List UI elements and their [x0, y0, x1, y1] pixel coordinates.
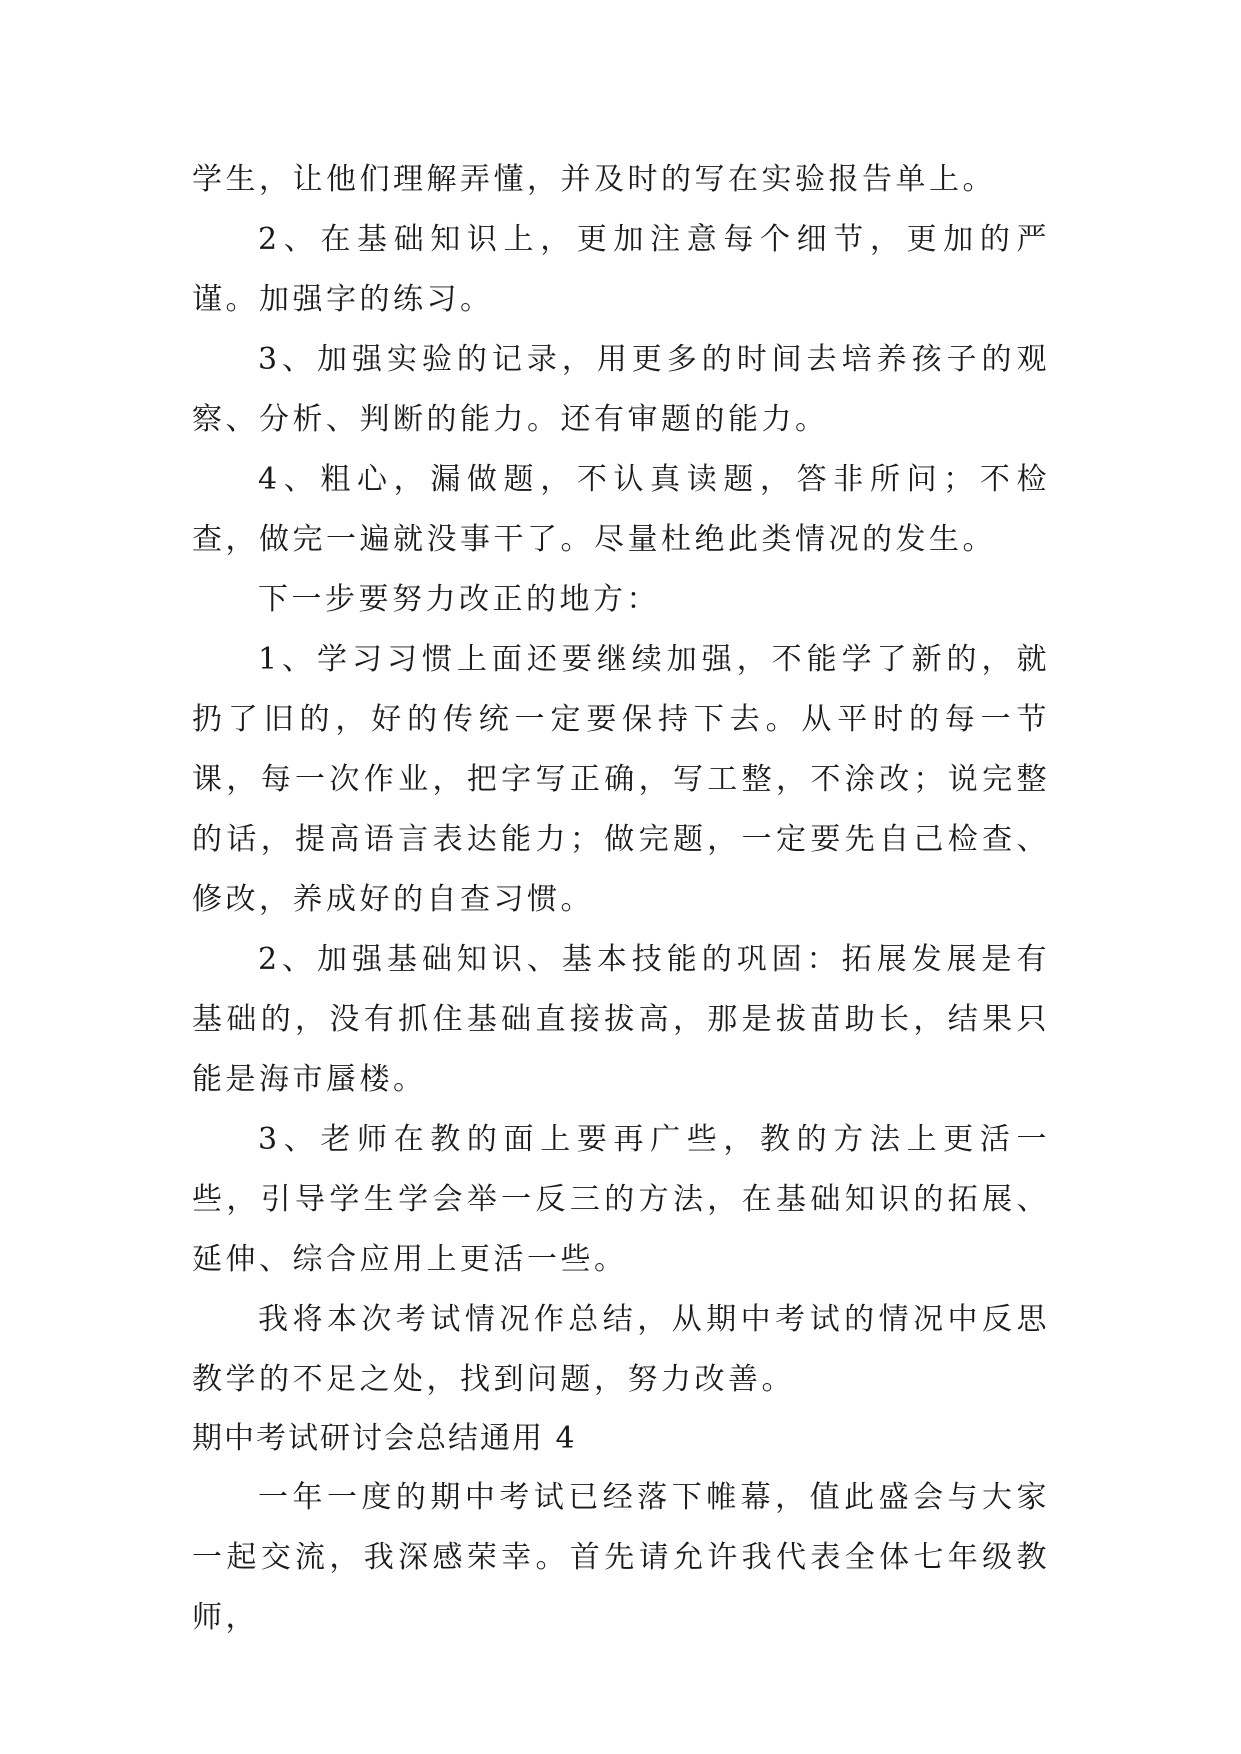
- paragraph-10: 一年一度的期中考试已经落下帷幕，值此盛会与大家一起交流，我深感荣幸。首先请允许我代表全体七年级教师，: [192, 1480, 1050, 1635]
- paragraph-1: 学生，让他们理解弄懂，并及时的写在实验报告单上。: [192, 162, 996, 197]
- section-heading: 期中考试研讨会总结通用 4: [192, 1421, 577, 1456]
- paragraph-6: 1、学习习惯上面还要继续加强，不能学了新的，就扔了旧的，好的传统一定要保持下去。从平时的每一节课，每一次作业，把字写正确，写工整，不涂改；说完整的话，提高语言表达能力；做完题，一定要先自己检查、修改，养成好的自查习惯。: [192, 642, 1050, 917]
- document-body: [192, 150, 1050, 1648]
- paragraph-7: 2、加强基础知识、基本技能的巩固：拓展发展是有基础的，没有抓住基础直接拔高，那是拔苗助长，结果只能是海市蜃楼。: [192, 942, 1050, 1097]
- paragraph-4: 4、粗心，漏做题，不认真读题，答非所问；不检查，做完一遍就没事干了。尽量杜绝此类情况的发生。: [192, 462, 1050, 557]
- paragraph-2: 2、在基础知识上，更加注意每个细节，更加的严谨。加强字的练习。: [192, 222, 1050, 317]
- paragraph-9: 我将本次考试情况作总结，从期中考试的情况中反思教学的不足之处，找到问题，努力改善。: [192, 1302, 1050, 1397]
- paragraph-3: 3、加强实验的记录，用更多的时间去培养孩子的观察、分析、判断的能力。还有审题的能力。: [192, 342, 1050, 437]
- paragraph-8: 3、老师在教的面上要再广些，教的方法上更活一些，引导学生学会举一反三的方法，在基础知识的拓展、延伸、综合应用上更活一些。: [192, 1122, 1050, 1277]
- paragraph-5: 下一步要努力改正的地方：: [258, 582, 660, 617]
